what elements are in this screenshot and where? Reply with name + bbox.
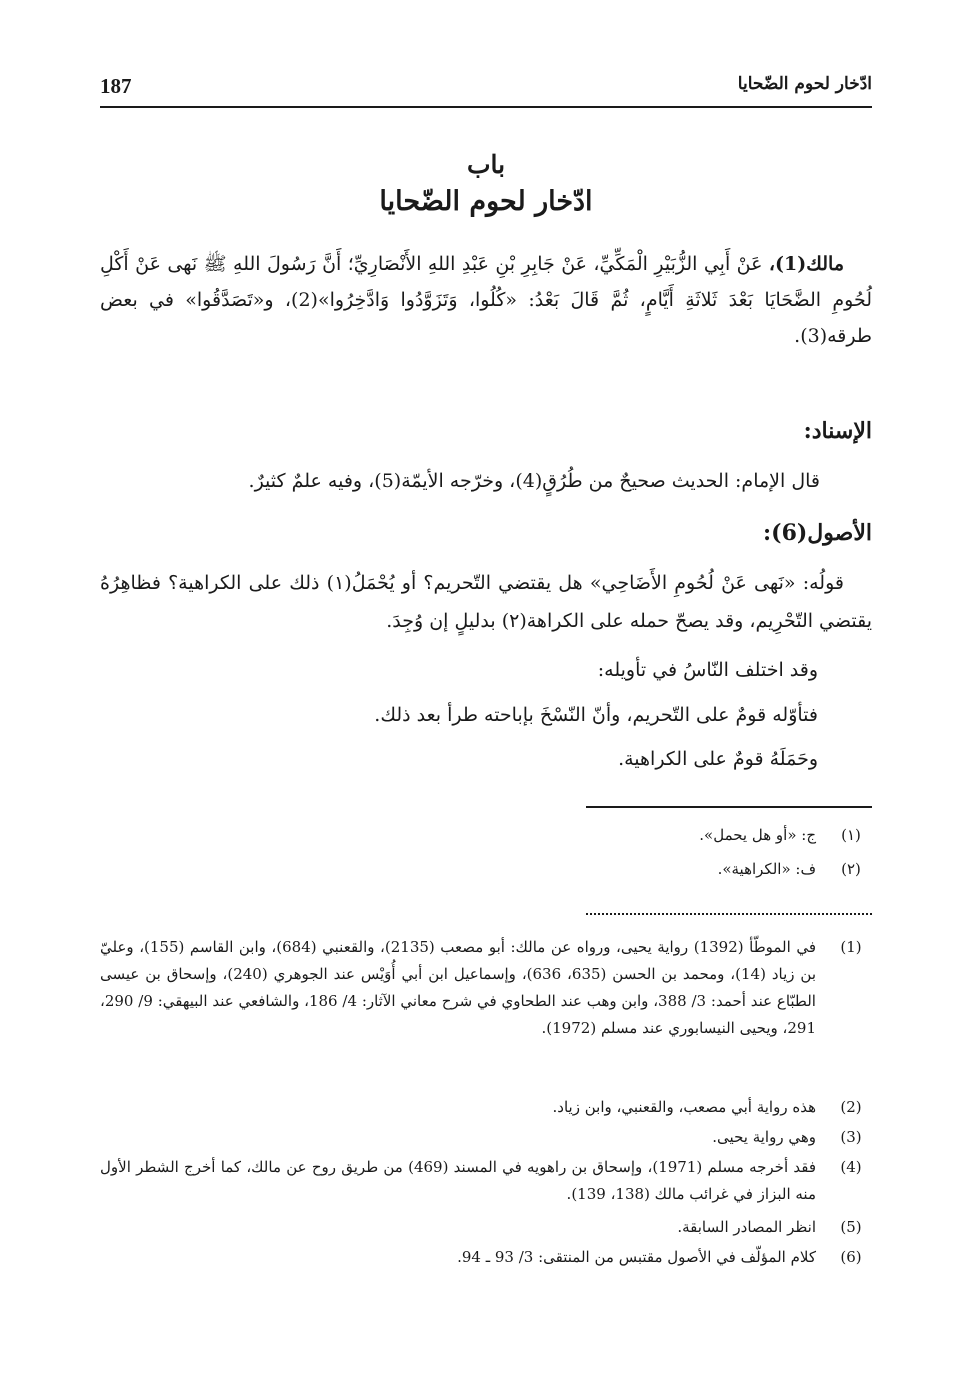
isnad-text: قال الإمام: الحديث صحيحٌ من طُرُقٍ(4)، وخرّجه الأيمّة(5)، وفيه علمٌ كثيرٌ. — [248, 470, 820, 492]
usul-heading: الأصول(6): — [763, 520, 872, 546]
hadith-lead: مالك(1)، — [768, 253, 844, 275]
usul-line: فتأوّله قومٌ على التّحريم، وأنّ النّسْخَ بإباحته طرأ بعد ذلك. — [374, 704, 818, 726]
hadith-text: عَنْ أَبِي الزُّبَيْرِ الْمَكِّيِّ، عَنْ جَابِرِ بْنِ عَبْدِ اللهِ الأَنْصَارِيِّ؛ أَنَّ رَسُولَ اللهِ ﷺ نَهى عَنْ أَكْلِ لُحُومِ الضَّحَايَا بَعْدَ ثَلاثَةِ أَيَّامٍ، ثُمَّ قَالَ بَعْدُ: «كُلُوا، وَتَزَوَّدُوا وَادَّخِرُوا»(2)، و«تَصَدَّقُوا» في بعض طرقه(3). — [100, 253, 872, 347]
variant-note-number: (١) — [841, 826, 861, 844]
footnote-number: (1) — [840, 938, 862, 956]
footnote-number: (2) — [840, 1098, 862, 1116]
footnote-text: انظر المصادر السابقة. — [677, 1218, 816, 1236]
hadith-paragraph — [100, 246, 872, 354]
footnote-text: فقد أخرجه مسلم (1971)، وإسحاق بن راهويه في المسند (469) من طريق روح عن مالك، كما أخرج الشطر الأول منه البزاز في غرائب مالك (138، 139). — [100, 1158, 816, 1203]
isnad-heading: الإسناد: — [803, 418, 872, 444]
running-header — [100, 72, 872, 108]
footnote-number: (4) — [840, 1158, 862, 1176]
page-number: 187 — [100, 74, 132, 98]
footnote — [100, 1214, 872, 1241]
dotted-separator — [586, 913, 872, 915]
footnote-text: وهي رواية يحيى. — [712, 1128, 816, 1146]
usul-paragraph: قولُه: «نَهى عَنْ لُحُومِ الأَضَاحِي» هل يقتضي التّحريم؟ أو يُحْمَلُ(١) ذلك على الكراهية؟ فظاهِرُهُ يقتضي التّحْرِيم، وقد يصحّ حمله على الكراهة(٢) بدليلٍ إن وُجِدَ. — [100, 572, 872, 632]
footnote-number: (6) — [840, 1248, 862, 1266]
running-title: ادّخار لحوم الضّحايا — [737, 74, 872, 94]
variant-note-text: ف: «الكراهية». — [717, 860, 816, 878]
footnote — [100, 1244, 872, 1271]
variant-note — [100, 856, 872, 883]
chapter-title: ادّخار لحوم الضّحايا — [379, 186, 593, 217]
variant-note — [100, 822, 872, 849]
chapter-word: باب — [466, 150, 506, 179]
footnote-number: (5) — [840, 1218, 862, 1236]
footnote-number: (3) — [840, 1128, 862, 1146]
footnote-text: كلام المؤلّف في الأصول مقتبس من المنتقى: 3/ 93 ـ 94. — [457, 1248, 816, 1266]
footnote — [100, 1124, 872, 1151]
variant-note-text: ج: «أو هل يحمل». — [699, 826, 816, 844]
footnote — [100, 1154, 872, 1208]
footnote-separator — [586, 806, 872, 808]
footnote-text: هذه رواية أبي مصعب، والقعنبي، وابن زياد. — [552, 1098, 816, 1116]
usul-line: وحَمَلَهُ قومٌ على الكراهية. — [618, 748, 818, 770]
footnote-text: في الموطّأ (1392) رواية يحيى، ورواه عن مالك: أبو مصعب (2135)، والقعنبي (684)، وابن القاسم (155)، وعليّ بن زياد (14)، ومحمد بن الحسن (635، 636)، وإسماعيل ابن أبي أُوَيْس عند الجوهري (240)، وإسحاق بن عيسى الطبّاع عند أحمد: 3/ 388، وابن وهب عند الطحاوي في شرح معاني الآثار: 4/ 186، والشافعي عند البيهقي: 9/ 290، 291، ويحيى النيسابوري عند مسلم (1972). — [100, 938, 817, 1037]
footnote — [100, 1094, 872, 1121]
variant-note-number: (٢) — [841, 860, 861, 878]
footnote — [100, 934, 872, 1042]
usul-line: وقد اختلف النّاسُ في تأويله: — [597, 659, 818, 681]
